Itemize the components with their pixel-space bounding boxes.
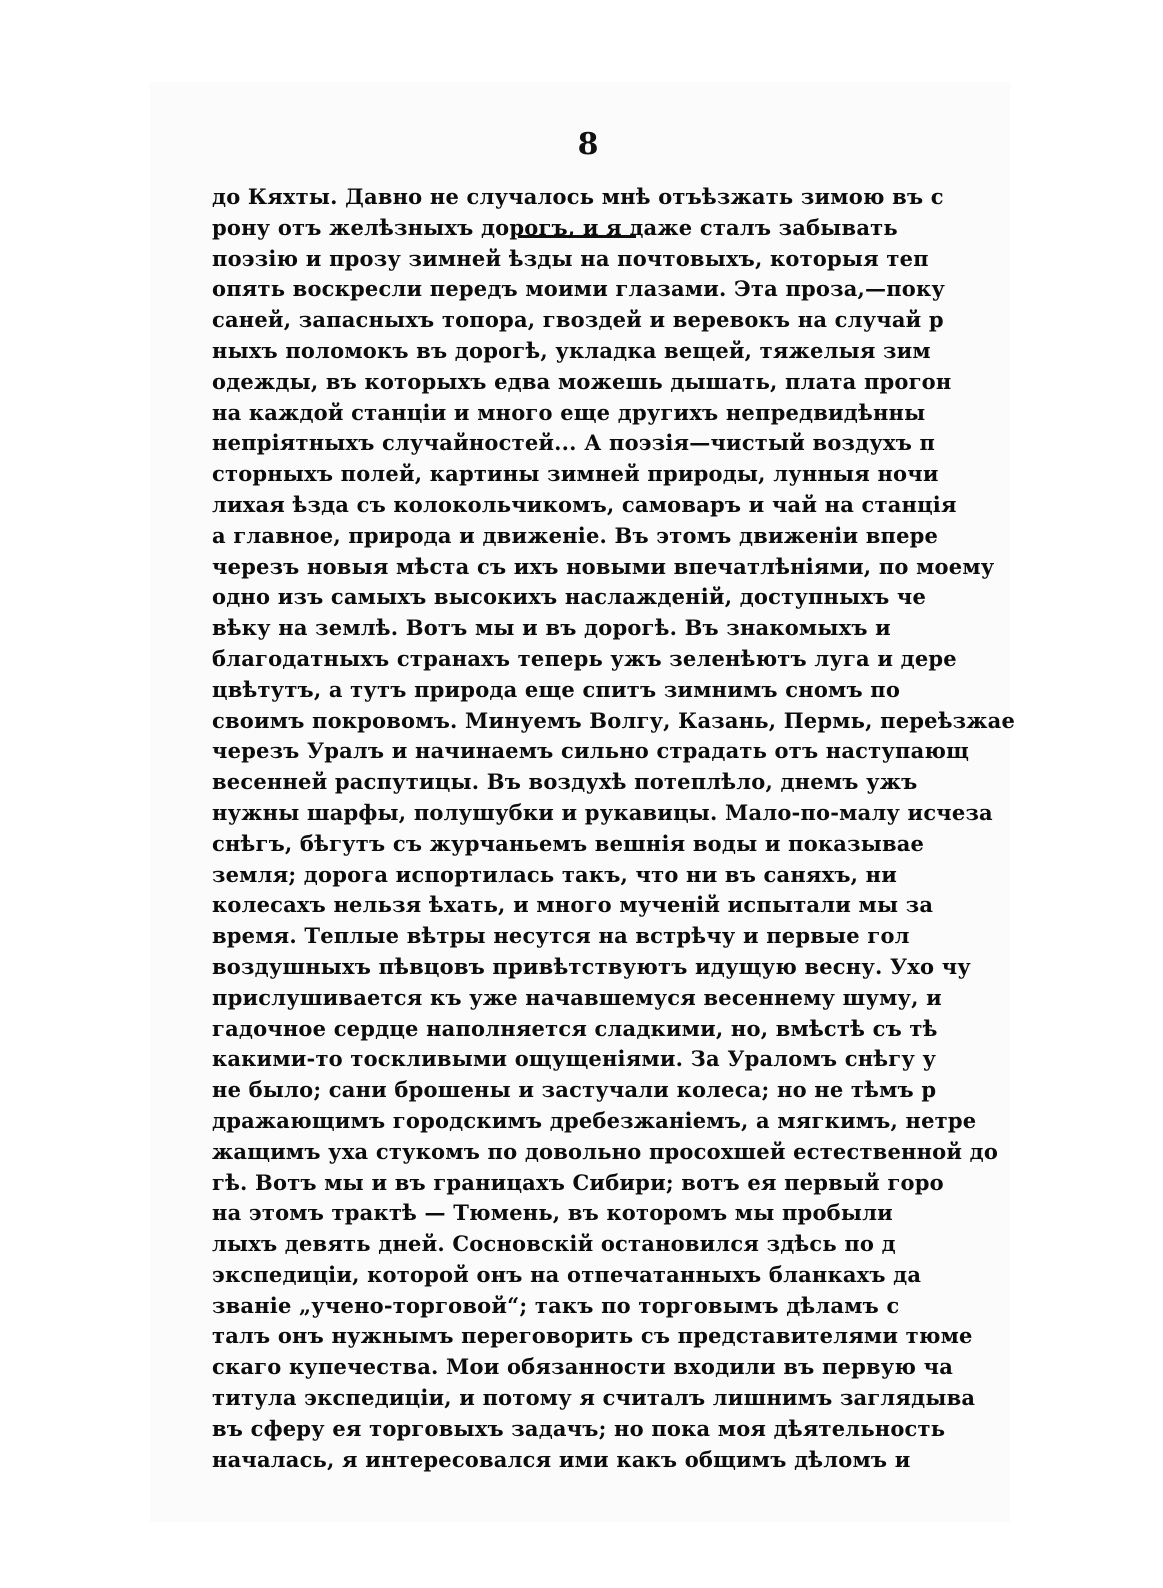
text-line: на каждой станціи и много еще другихъ непредвидѣнны bbox=[212, 399, 926, 425]
text-line: началась, я интересовался ими какъ общимъ дѣломъ и bbox=[212, 1446, 911, 1472]
text-line: воздушныхъ пѣвцовъ привѣтствуютъ идущую весну. Ухо чу bbox=[212, 953, 971, 979]
text-line: земля; дорога испортилась такъ, что ни въ саняхъ, ни bbox=[212, 861, 898, 887]
text-line: гѣ. Вотъ мы и въ границахъ Сибири; вотъ ея первый горо bbox=[212, 1169, 944, 1195]
text-line: титула экспедиціи, и потому я считалъ лишнимъ заглядыва bbox=[212, 1385, 976, 1411]
text-line: талъ онъ нужнымъ переговорить съ представителями тюме bbox=[212, 1323, 973, 1349]
text-line: черезъ Уралъ и начинаемъ сильно страдать отъ наступающ bbox=[212, 738, 970, 764]
text-line: время. Теплые вѣтры несутся на встрѣчу и первые гол bbox=[212, 923, 910, 949]
text-line: колесахъ нельзя ѣхать, и много мученій испытали мы за bbox=[212, 892, 934, 918]
text-line: сторныхъ полей, картины зимней природы, лунныя ночи bbox=[212, 461, 939, 487]
text-line: саней, запасныхъ топора, гвоздей и веревокъ на случай р bbox=[212, 307, 944, 333]
text-line: дражающимъ городскимъ дребезжаніемъ, а мягкимъ, нетре bbox=[212, 1107, 977, 1133]
text-line: опять воскресли передъ моими глазами. Эта проза,—поку bbox=[212, 276, 946, 302]
text-line: лихая ѣзда съ колокольчикомъ, самоваръ и чай на станція bbox=[212, 491, 957, 517]
text-line: гадочное сердце наполняется сладкими, но, вмѣстѣ съ тѣ bbox=[212, 1015, 938, 1041]
text-line: званіе „учено-торговой“; такъ по торговымъ дѣламъ с bbox=[212, 1292, 900, 1318]
text-line: экспедиціи, которой онъ на отпечатанныхъ бланкахъ да bbox=[212, 1261, 922, 1287]
text-line: вѣку на землѣ. Вотъ мы и въ дорогѣ. Въ знакомыхъ и bbox=[212, 615, 891, 641]
text-line: скаго купечества. Мои обязанности входили въ первую ча bbox=[212, 1354, 954, 1380]
text-line: ныхъ поломокъ въ дорогѣ, укладка вещей, тяжелыя зим bbox=[212, 337, 931, 363]
text-line: снѣгъ, бѣгутъ съ журчаньемъ вешнія воды и показывае bbox=[212, 830, 925, 856]
text-line: какими-то тоскливыми ощущеніями. За Ураломъ снѣгу у bbox=[212, 1046, 937, 1072]
text-line: весенней распутицы. Въ воздухѣ потеплѣло, днемъ ужъ bbox=[212, 769, 918, 795]
text-line: черезъ новыя мѣста съ ихъ новыми впечатлѣніями, по моему bbox=[212, 553, 995, 579]
text-line: цвѣтутъ, а тутъ природа еще спитъ зимнимъ сномъ по bbox=[212, 676, 901, 702]
text-line: нужны шарфы, полушубки и рукавицы. Мало-по-малу исчеза bbox=[212, 799, 993, 825]
text-line: одежды, въ которыхъ едва можешь дышать, плата прогон bbox=[212, 368, 952, 394]
body-text bbox=[212, 182, 1016, 1475]
text-line: жащимъ уха стукомъ по довольно просохшей естественной до bbox=[212, 1138, 999, 1164]
page-number bbox=[150, 127, 1010, 162]
text-line: рону отъ желѣзныхъ дорогъ, и я даже сталъ забывать bbox=[212, 214, 898, 240]
text-line: въ сферу ея торговыхъ задачъ; но пока моя дѣятельность bbox=[212, 1415, 946, 1441]
page-number-text: 8 bbox=[577, 127, 599, 162]
text-line: прислушивается къ уже начавшемуся весеннему шуму, и bbox=[212, 984, 942, 1010]
book-page bbox=[150, 82, 1016, 1522]
text-line: непріятныхъ случайностей... А поэзія—чистый воздухъ п bbox=[212, 430, 936, 456]
text-line: а главное, природа и движеніе. Въ этомъ движеніи впере bbox=[212, 522, 939, 548]
text-line: одно изъ самыхъ высокихъ наслажденій, доступныхъ че bbox=[212, 584, 927, 610]
text-line: на этомъ трактѣ — Тюмень, въ которомъ мы пробыли bbox=[212, 1200, 893, 1226]
text-line: благодатныхъ странахъ теперь ужъ зеленѣютъ луга и дере bbox=[212, 645, 957, 671]
text-line: поэзію и прозу зимней ѣзды на почтовыхъ, которыя теп bbox=[212, 245, 929, 271]
text-line: до Кяхты. Давно не случалось мнѣ отъѣзжать зимою въ с bbox=[212, 184, 944, 209]
text-line: лыхъ девять дней. Сосновскій остановился здѣсь по д bbox=[212, 1231, 896, 1257]
text-line: своимъ покровомъ. Минуемъ Волгу, Казань, Пермь, переѣзжае bbox=[212, 707, 1016, 733]
text-line: не было; сани брошены и застучали колеса; но не тѣмъ р bbox=[212, 1077, 937, 1103]
